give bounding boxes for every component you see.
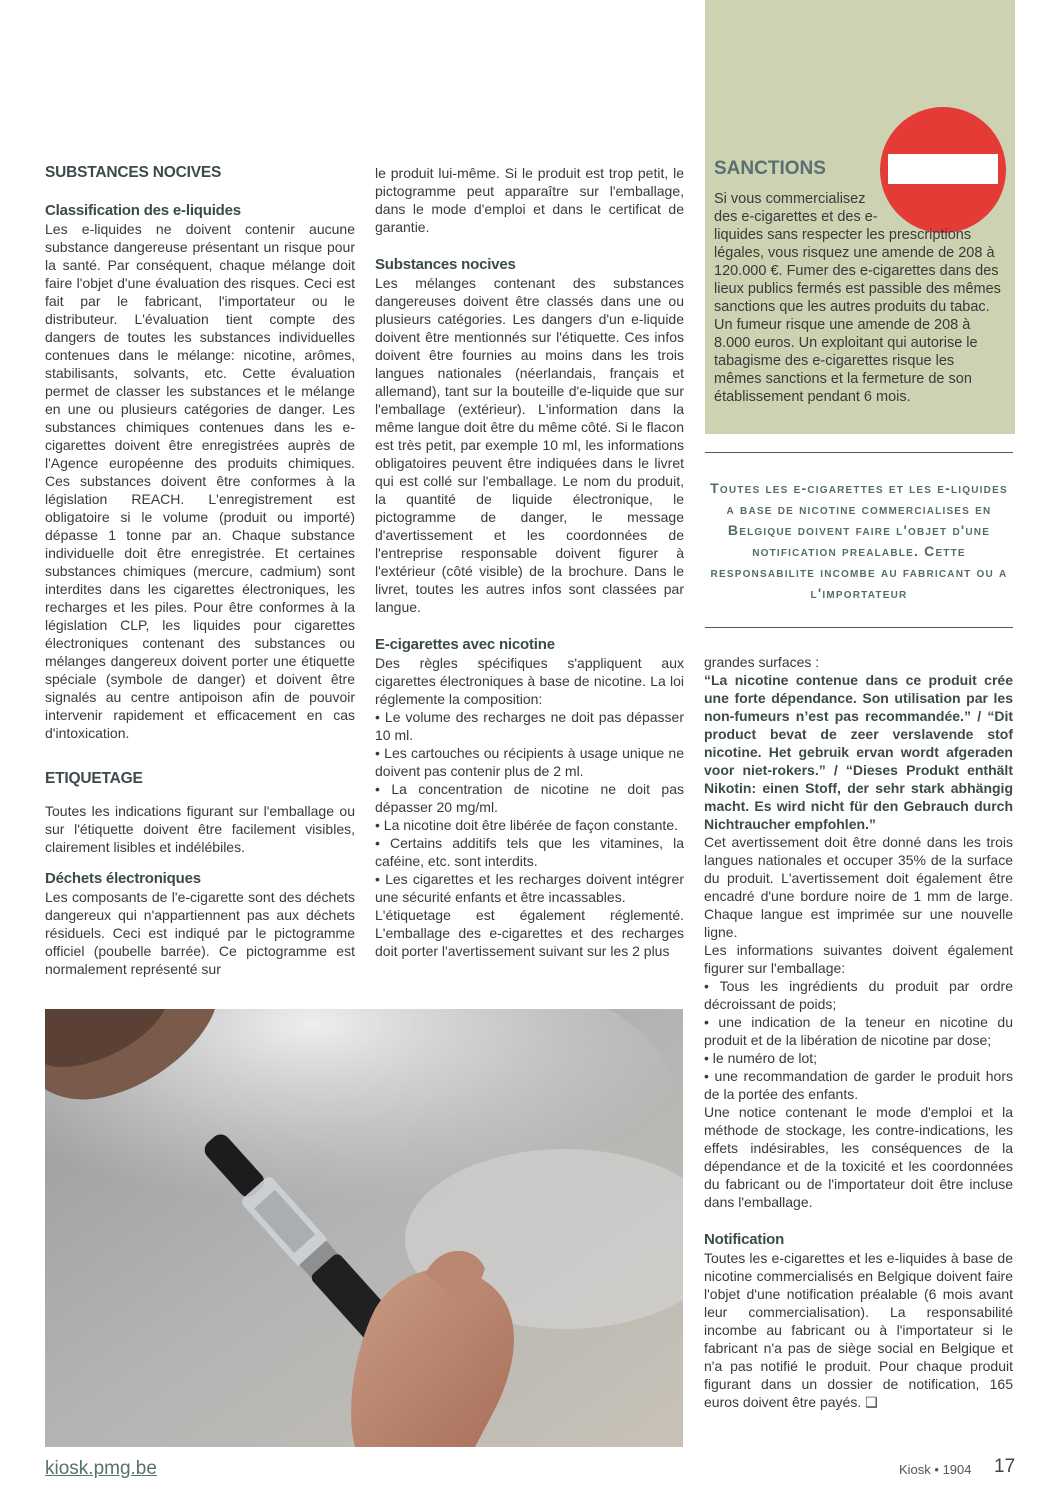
subheading-substances-nocives: Substances nocives [375, 256, 516, 273]
paragraph-informations: Les informations suivantes doivent également figurer sur l'emballage: [704, 942, 1013, 976]
list-item: • Les cartouches ou récipients à usage unique ne doivent pas contenir plus de 2 ml. [375, 745, 684, 779]
list-item: • Les cigarettes et les recharges doivent intégrer une sécurité enfants et être incassables. [375, 871, 684, 905]
paragraph-etiquetage: Toutes les indications figurant sur l'emballage ou sur l'étiquette doivent être facilement visibles, clairement lisibles et indélébiles. [45, 803, 355, 855]
section-title-substances: SUBSTANCES NOCIVES [45, 164, 222, 181]
paragraph-etiquetage-regle: L'étiquetage est également réglementé. L'emballage des e-cigarettes et des recharges doit porter l'avertissement suivant sur les 2 plus [375, 907, 684, 959]
list-item: • Tous les ingrédients du produit par ordre décroissant de poids; [704, 978, 1013, 1012]
paragraph-avertissement: Cet avertissement doit être donné dans les trois langues nationales et occuper 35% de la surface du produit. L'avertissement doit également être encadré d'une bordure noire de 1 mm de large. Chaque langue est imprimée sur une nouvelle ligne. [704, 834, 1013, 940]
subheading-dechets: Déchets électroniques [45, 870, 201, 887]
subheading-nicotine: E-cigarettes avec nicotine [375, 636, 555, 653]
paragraph-notification: Toutes les e-cigarettes et les e-liquides à base de nicotine commercialisés en Belgique doivent faire l'objet d'une notification préalable (6 mois avant leur commercialisation). La responsabilité incombe au fabricant ou à l'importateur si le fabricant n'a pas de siège social en Belgique et n'a pas notifié le produit. Pour chaque produit figurant dans un dossier de notification, 165 euros doivent être payés. ❑ [704, 1250, 1013, 1410]
column-2 [375, 164, 684, 960]
paragraph-notice: Une notice contenant le mode d'emploi et la méthode de stockage, les contre-indications, les effets indésirables, les conséquences de la dépendance et de la toxicité et les coordonnées du fabricant ou de l'importateur doit être incluse dans l'emballage. [704, 1104, 1013, 1210]
footer-magazine-issue: Kiosk • 1904 [899, 1462, 972, 1477]
paragraph-dechets: Les composants de l'e-cigarette sont des déchets dangereux qui n'appartiennent pas aux déchets résiduels. Ceci est indiqué par le pictogramme officiel (poubelle barrée). Ce pictogramme est normalement représenté sur [45, 889, 355, 977]
warning-quote: “La nicotine contenue dans ce produit crée une forte dépendance. Son utilisation par les non-fumeurs n’est pas recommandée.” / “Dit product bevat de zeer verslavende stof nicotine. Het gebruik ervan wordt afgeraden voor niet-rokers.” / “Dieses Produkt enthält Nikotin: einen Stoff, der sehr stark abhängig macht. Es wird nicht für den Gebrauch durch Nichtraucher empfohlen.” [704, 672, 1013, 832]
sanctions-title: SANCTIONS [714, 158, 826, 179]
column-3 [704, 653, 1013, 1411]
divider-top [705, 452, 1013, 453]
pull-quote [705, 478, 1013, 604]
e-cigarette-photo [45, 1009, 683, 1447]
column-1 [45, 164, 355, 978]
divider-bottom [705, 627, 1013, 628]
paragraph-continuation: le produit lui-même. Si le produit est trop petit, le pictogramme peut apparaître sur l'emballage, dans le mode d'emploi et dans le certificat de garantie. [375, 165, 684, 235]
sanctions-paragraph: Si vous commercialisez des e-cigarettes et des e-liquides sans respecter les prescriptions légales, vous risquez une amende de 208 à 120.000 €. Fumer des e-cigarettes dans des lieux publics fermés est passible des mêmes sanctions que les autres produits du tabac. Un fumeur risque une amende de 208 à 8.000 euros. Un exploitant qui autorise le tabagisme des e-cigarettes risque les mêmes sanctions et la fermeture de son établissement pendant 6 mois. [714, 191, 1001, 405]
list-item: • une recommandation de garder le produit hors de la portée des enfants. [704, 1068, 1013, 1102]
subheading-classification: Classification des e-liquides [45, 202, 241, 219]
list-item: • le numéro de lot; [704, 1050, 818, 1066]
list-item: • Le volume des recharges ne doit pas dépasser 10 ml. [375, 709, 684, 743]
paragraph-grandes-surfaces: grandes surfaces : [704, 654, 820, 670]
footer-page-number: 17 [994, 1456, 1016, 1477]
list-item: • Certains additifs tels que les vitamines, la caféine, etc. sont interdits. [375, 835, 684, 869]
section-title-etiquetage: ETIQUETAGE [45, 770, 143, 787]
paragraph-nicotine-intro: Des règles spécifiques s'appliquent aux cigarettes électroniques à base de nicotine. La loi réglemente la composition: [375, 655, 684, 707]
paragraph-classification: Les e-liquides ne doivent contenir aucune substance dangereuse présentant un risque pour la santé. Par conséquent, chaque mélange doit faire l'objet d'une évaluation des risques. Ceci est fait par le fabricant, l'importateur ou le distributeur. L'évaluation tient compte des dangers de toutes les substances individuelles contenues dans le mélange: nicotine, arômes, stabilisants, solvants, etc. Cette évaluation permet de classer les substances et le mélange en une ou plusieurs catégories de danger. Les substances chimiques contenues dans les e-cigarettes doivent être enregistrées auprès de l'Agence européenne des produits chimiques. Ces substances doivent être conformes à la législation REACH. L'enregistrement est obligatoire si le volume (produit ou importé) dépasse 1 tonne par an. Chaque substance individuelle doit être enregistrée. Et certaines substances chimiques (mercure, cadmium) sont interdites dans les cigarettes électroniques, les recharges et les piles. Pour être conformes à la législation CLP, les liquides pour cigarettes électroniques contenant des substances ou mélanges dangereux doivent porter une étiquette spéciale (symbole de danger) et doivent être signalés au centre antipoison afin de pouvoir intervenir rapidement et efficacement en cas d'intoxication. [45, 221, 355, 741]
list-item: • La nicotine doit être libérée de façon constante. [375, 817, 678, 833]
subheading-notification: Notification [704, 1231, 785, 1248]
list-item: • une indication de la teneur en nicotine du produit et de la libération de nicotine par dose; [704, 1014, 1013, 1048]
footer-website-link[interactable]: kiosk.pmg.be [45, 1458, 157, 1479]
paragraph-substances-nocives: Les mélanges contenant des substances dangereuses doivent être classés dans une ou plusieurs catégories. Les dangers d'un e-liquide doivent être mentionnés sur l'étiquette. Ces infos doivent être fournies au moins dans les trois langues nationales (néerlandais, français et allemand), tant sur la bouteille d'e-liquide que sur l'emballage (extérieur). L'information dans la même langue doit être du même côté. Si le flacon est très petit, par exemple 10 ml, les informations obligatoires peuvent être indiquées dans le livret qui est collé sur l'emballage. Le nom du produit, la quantité de liquide électronique, le pictogramme de danger, le message d'avertissement et les coordonnées de l'entreprise responsable doivent figurer à l'extérieur (côté visible) de la brochure. Dans le livret, toutes les autres infos sont classées par langue. [375, 275, 684, 615]
pull-quote-text: Toutes les e-cigarettes et les e-liquides a base de nicotine commercialises en Belgique doivent faire l'objet d'une notification prealable. Cette responsabilite incombe au fabricant ou a l'importateur [710, 480, 1008, 601]
list-item: • La concentration de nicotine ne doit pas dépasser 20 mg/ml. [375, 781, 684, 815]
sanctions-text [714, 190, 1002, 406]
